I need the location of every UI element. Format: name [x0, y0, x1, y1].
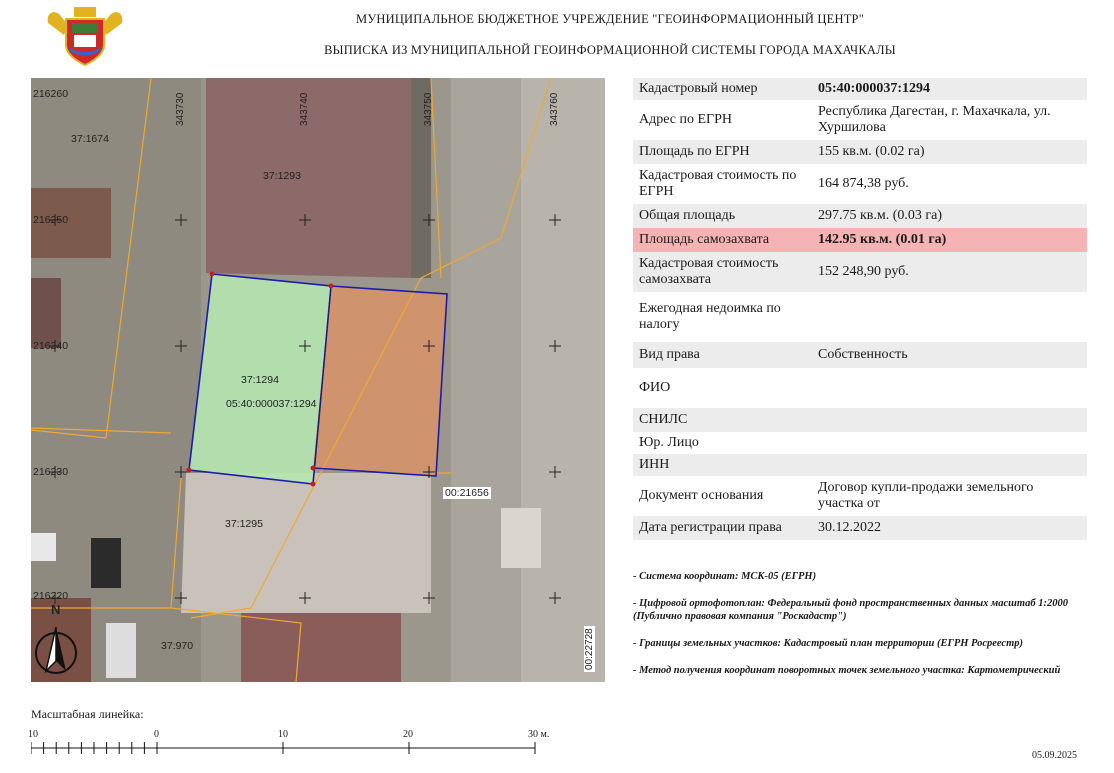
note-boundaries: - Границы земельных участков: Кадастровый план территории (ЕГРН Росреестр) — [633, 638, 1023, 649]
scale-tick-label: 10 — [278, 729, 288, 740]
orthophoto-map — [31, 78, 605, 682]
info-key: Адрес по ЕГРН — [639, 112, 733, 127]
footer-date: 05.09.2025 — [1032, 750, 1077, 761]
info-key: ИНН — [633, 454, 812, 476]
grid-y-label: 216260 — [33, 88, 69, 100]
info-key: Кадастровая стоимость по ЕГРН — [639, 168, 797, 199]
info-key: СНИЛС — [633, 408, 812, 432]
parcel-label: 37:1294 — [241, 374, 279, 386]
parcel-label: 37:1674 — [71, 133, 109, 145]
info-key: Общая площадь — [633, 204, 812, 228]
scale-tick-label: 10 — [28, 729, 38, 740]
notes — [633, 570, 1093, 691]
scale-tick-label: 30 м. — [528, 729, 550, 740]
scale-title: Масштабная линейка: — [31, 707, 144, 721]
info-value-seized-area: 142.95 кв.м. (0.01 га) — [812, 228, 1087, 252]
grid-x-label: 343760 — [549, 92, 560, 126]
map-canvas — [31, 78, 605, 682]
header-title: ВЫПИСКА ИЗ МУНИЦИПАЛЬНОЙ ГЕОИНФОРМАЦИОННОЙ СИСТЕМЫ ГОРОДА МАХАЧКАЛЫ — [324, 43, 896, 57]
note-method: - Метод получения координат поворотных точек земельного участка: Картометрический — [633, 665, 1061, 676]
info-value: 152 248,90 руб. — [812, 252, 1087, 292]
grid-x-label: 343740 — [299, 92, 310, 126]
info-value: Республика Дагестан, г. Махачкала, ул. Хуршилова — [818, 104, 1051, 135]
scale-tick-label: 0 — [154, 729, 159, 740]
grid-x-label: 343730 — [175, 92, 186, 126]
parcel-label: 00:21656 — [445, 487, 489, 499]
parcel-label: 37:970 — [161, 640, 194, 652]
info-key: Площадь по ЕГРН — [633, 140, 812, 164]
parcel-label: 37:1295 — [225, 518, 263, 530]
parcel-info-table — [633, 78, 1087, 540]
info-key: Вид права — [633, 342, 812, 368]
info-value — [812, 454, 1087, 476]
info-value: 297.75 кв.м. (0.03 га) — [812, 204, 1087, 228]
note-coordinate-system: - Система координат: МСК-05 (ЕГРН) — [633, 571, 817, 582]
info-key: Документ основания — [639, 488, 764, 503]
scale-tick-label: 20 — [403, 729, 413, 740]
north-label: N — [51, 602, 61, 617]
parcel-cadastral-number: 05:40:000037:1294 — [226, 398, 317, 410]
info-key: Юр. Лицо — [639, 435, 699, 450]
info-value — [812, 432, 1087, 454]
header-org: МУНИЦИПАЛЬНОЕ БЮДЖЕТНОЕ УЧРЕЖДЕНИЕ "ГЕОИНФОРМАЦИОННЫЙ ЦЕНТР" — [356, 12, 864, 26]
note-orthophoto: - Цифровой ортофотоплан: Федеральный фонд пространственных данных масштаб 1:2000 (Публично правовая компания "Роскадастр") — [633, 598, 1068, 622]
info-key: ФИО — [639, 380, 671, 395]
side-parcel-label: 00:22728 — [584, 628, 595, 670]
grid-y-label: 216250 — [33, 214, 69, 226]
info-value-redacted — [812, 408, 1087, 432]
info-value: Собственность — [812, 342, 1087, 368]
info-value: 164 874,38 руб. — [818, 176, 909, 191]
info-value-cadastral-number: 05:40:000037:1294 — [812, 78, 1087, 100]
info-key: Ежегодная недоимка по налогу — [639, 301, 781, 332]
info-value-redacted — [812, 368, 1087, 408]
info-value: Договор купли-продажи земельного участка от — [818, 480, 1034, 511]
info-key: Дата регистрации права — [633, 516, 812, 540]
info-value: 155 кв.м. (0.02 га) — [812, 140, 1087, 164]
info-key: Кадастровый номер — [633, 78, 812, 100]
parcel-label: 37:1293 — [263, 170, 301, 182]
info-value: 30.12.2022 — [812, 516, 1087, 540]
scale-bar — [31, 740, 541, 756]
grid-y-label: 216230 — [33, 466, 69, 478]
grid-x-label: 343750 — [423, 92, 434, 126]
info-value — [812, 292, 1087, 342]
grid-y-label: 216240 — [33, 340, 69, 352]
city-emblem — [44, 5, 126, 67]
info-key: Кадастровая стоимость самозахвата — [633, 252, 812, 292]
info-key: Площадь самозахвата — [633, 228, 812, 252]
grid-y-label: 216220 — [33, 590, 69, 602]
